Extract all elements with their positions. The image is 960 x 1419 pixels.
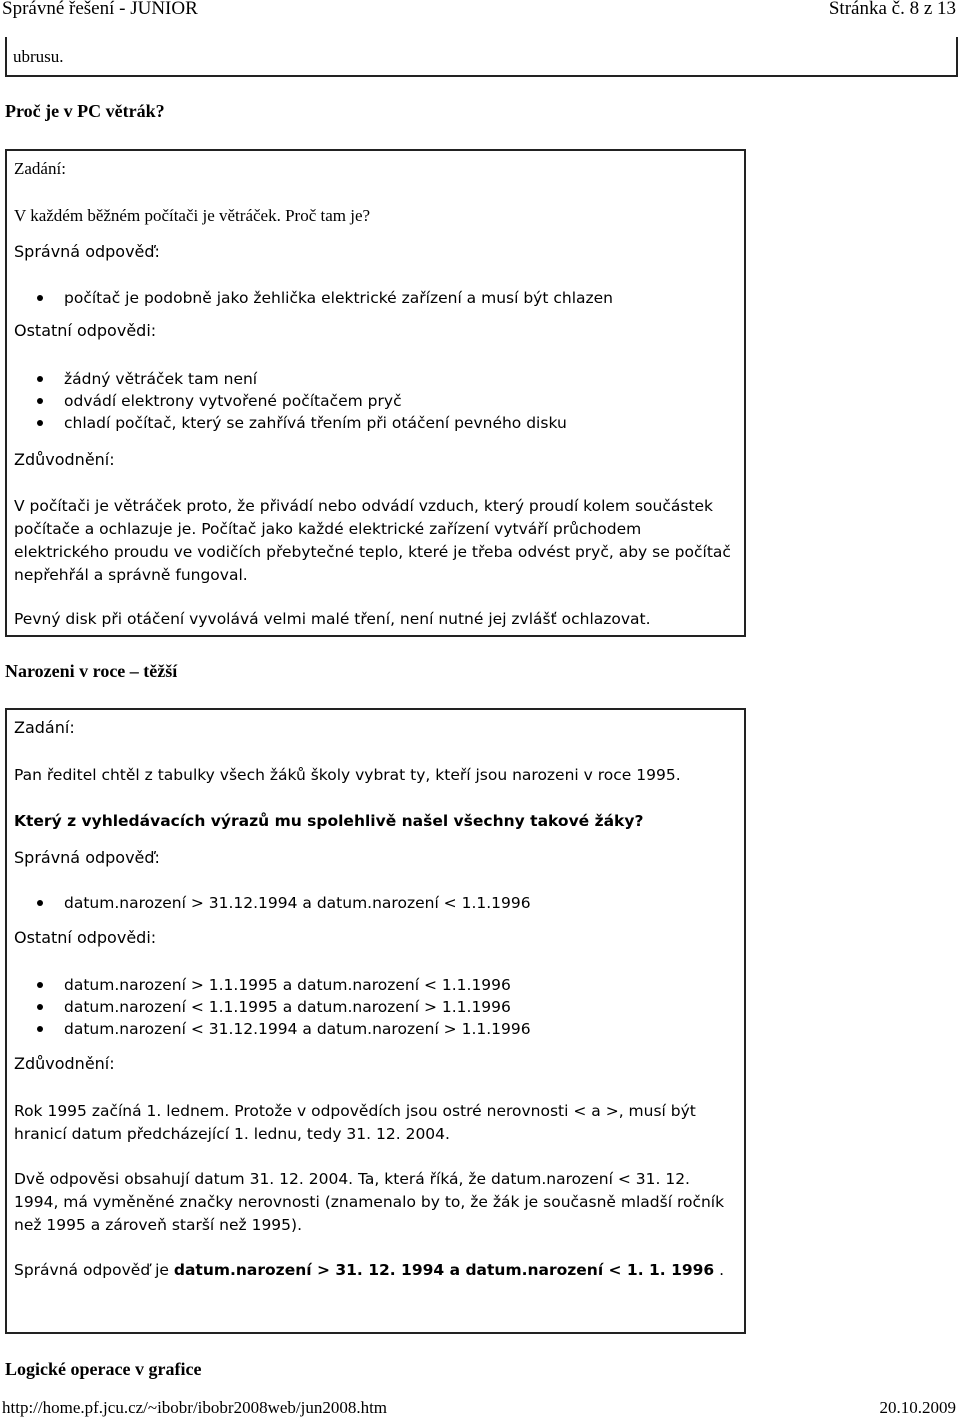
footer-date: 20.10.2009 <box>879 1398 956 1417</box>
list-item: odvádí elektrony vytvořené počítačem pryč <box>7 390 567 412</box>
other-answers-list <box>7 974 531 1040</box>
continuation-text: ubrusu. <box>13 47 64 66</box>
reasoning-paragraph: Dvě odpověsi obsahují datum 31. 12. 2004. Ta, která říká, že datum.narození < 31. 12. 1994, má vyměněné značky nerovnosti (znamenalo by to, že žák je současně mladší ročník než 1995 a zároveň starší než 1995). <box>14 1170 725 1234</box>
list-item: datum.narození < 31.12.1994 a datum.narození > 1.1.1996 <box>7 1018 531 1040</box>
other-answers-label: Ostatní odpovědi: <box>14 928 157 947</box>
list-item: žádný větráček tam není <box>7 368 567 390</box>
previous-question-box <box>5 37 958 77</box>
assignment-label: Zadání: <box>14 718 75 737</box>
other-answers-list <box>7 368 567 434</box>
assignment-label: Zadání: <box>14 159 66 178</box>
other-answers-label: Ostatní odpovědi: <box>14 321 157 340</box>
list-item: datum.narození > 31.12.1994 a datum.narození < 1.1.1996 <box>7 892 531 914</box>
reasoning-label: Zdůvodnění: <box>14 1054 115 1073</box>
page-footer <box>0 1398 960 1419</box>
list-item: počítač je podobně jako žehlička elektrické zařízení a musí být chlazen <box>7 287 613 309</box>
question-title: Narozeni v roce – těžší <box>5 661 178 681</box>
reasoning-label: Zdůvodnění: <box>14 450 115 469</box>
list-item: datum.narození < 1.1.1995 a datum.narození > 1.1.1996 <box>7 996 531 1018</box>
assignment-text: Pan ředitel chtěl z tabulky všech žáků školy vybrat ty, kteří jsou narozeni v roce 1995. <box>14 766 681 784</box>
conclusion-answer: datum.narození > 31. 12. 1994 a datum.narození < 1. 1. 1996 <box>173 1261 715 1279</box>
correct-answer-label: Správná odpověď: <box>14 848 160 867</box>
reasoning-paragraph: Pevný disk při otáčení vyvolává velmi malé tření, není nutné jej zvlášť ochlazovat. <box>14 610 651 628</box>
conclusion-suffix: . <box>714 1261 725 1279</box>
reasoning-paragraph: Rok 1995 začíná 1. lednem. Protože v odpovědích jsou ostré nerovnosti < a >, musí být hranicí datum předcházející 1. lednu, tedy 31. 12. 2004. <box>14 1102 696 1143</box>
reasoning-conclusion <box>14 1259 734 1282</box>
assignment-text: V každém běžném počítači je větráček. Proč tam je? <box>14 206 371 225</box>
question-text: Který z vyhledávacích výrazů mu spolehlivě našel všechny takové žáky? <box>14 812 644 830</box>
question-box <box>5 149 746 637</box>
question-title: Proč je v PC větrák? <box>5 101 165 121</box>
correct-answer-label: Správná odpověď: <box>14 242 160 261</box>
next-section-title: Logické operace v grafice <box>5 1359 202 1379</box>
document-title: Správné řešení - JUNIOR <box>2 0 198 19</box>
page-number: Stránka č. 8 z 13 <box>828 0 956 19</box>
correct-answer-list <box>7 287 613 309</box>
footer-url: http://home.pf.jcu.cz/~ibobr/ibobr2008web/jun2008.htm <box>2 1398 388 1417</box>
correct-answer-list <box>7 892 531 914</box>
list-item: chladí počítač, který se zahřívá třením při otáčení pevného disku <box>7 412 567 434</box>
conclusion-prefix: Správná odpověď je <box>14 1261 174 1279</box>
page-header <box>0 0 960 24</box>
reasoning-paragraph: V počítači je větráček proto, že přivádí nebo odvádí vzduch, který proudí kolem součástek počítače a ochlazuje je. Počítač jako každé elektrické zařízení vytváří průchodem elektrického proudu ve vodičích přebytečné teplo, které je třeba odvést pryč, aby se počítač nepřehřál a správně fungoval. <box>14 497 731 584</box>
list-item: datum.narození > 1.1.1995 a datum.narození < 1.1.1996 <box>7 974 531 996</box>
question-box <box>5 708 746 1334</box>
